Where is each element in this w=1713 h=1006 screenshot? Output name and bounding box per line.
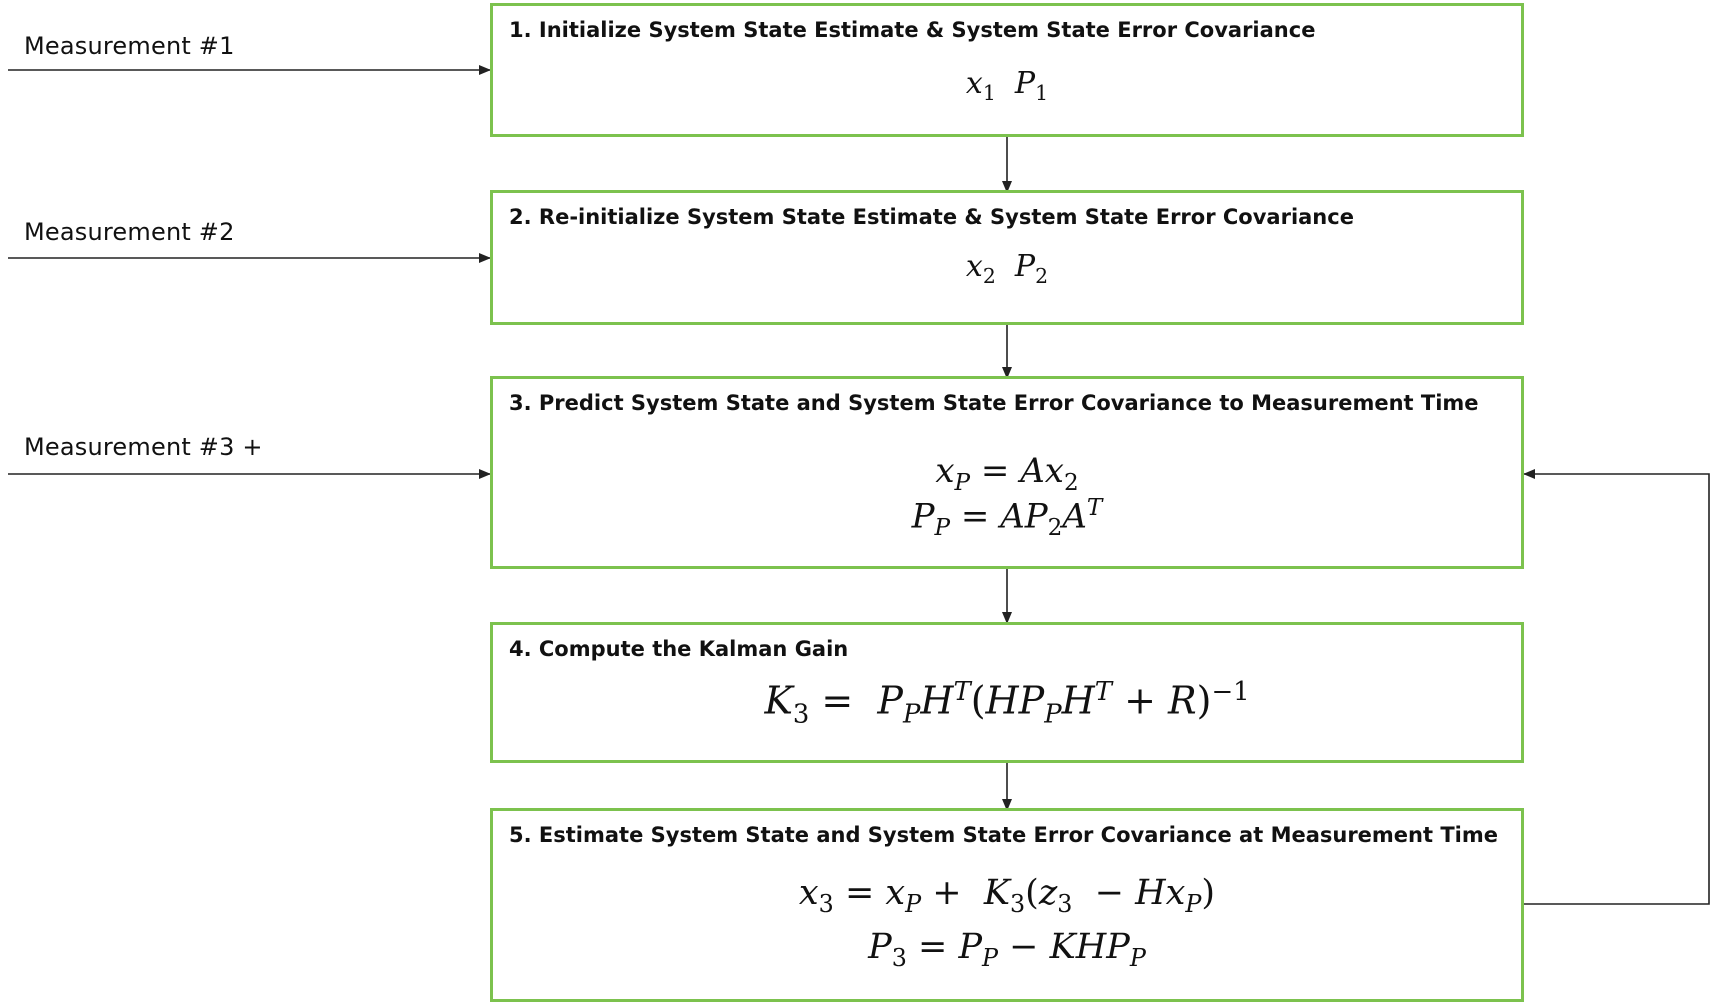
step-5-title: 5. Estimate System State and System State Error Covariance at Measurement Time <box>509 823 1498 847</box>
step-5-equation-1: $x_3 = x_P + K_3(z_3 - Hx_P)$ <box>798 873 1216 918</box>
measurement-2-label: Measurement #2 <box>24 218 235 246</box>
feedback-loop-arrow <box>1524 474 1709 904</box>
step-2-equation: $x_2$ $P_2$ <box>965 249 1049 288</box>
measurement-3-label: Measurement #3 + <box>24 433 263 461</box>
step-5-box <box>490 808 1524 1002</box>
step-3-equation-1: $x_P = Ax_2$ <box>935 451 1079 496</box>
step-1-title: 1. Initialize System State Estimate & System State Error Covariance <box>509 18 1316 42</box>
step-4-equation: $K_3 = P_PH^T(HP_PH^T + R)^{-1}$ <box>764 677 1250 730</box>
step-3-box <box>490 376 1524 569</box>
step-3-title: 3. Predict System State and System State Error Covariance to Measurement Time <box>509 391 1479 415</box>
step-2-box <box>490 190 1524 325</box>
step-1-equation: $x_1$ $P_1$ <box>965 66 1049 105</box>
step-5-equation-2: $P_3 = P_P - KHP_P$ <box>868 927 1146 972</box>
step-4-box <box>490 622 1524 763</box>
step-3-equation-2: $P_P = AP_2A^T$ <box>911 495 1103 542</box>
measurement-1-label: Measurement #1 <box>24 32 235 60</box>
step-4-title: 4. Compute the Kalman Gain <box>509 637 849 661</box>
step-2-title: 2. Re-initialize System State Estimate & System State Error Covariance <box>509 205 1354 229</box>
step-1-box <box>490 3 1524 137</box>
